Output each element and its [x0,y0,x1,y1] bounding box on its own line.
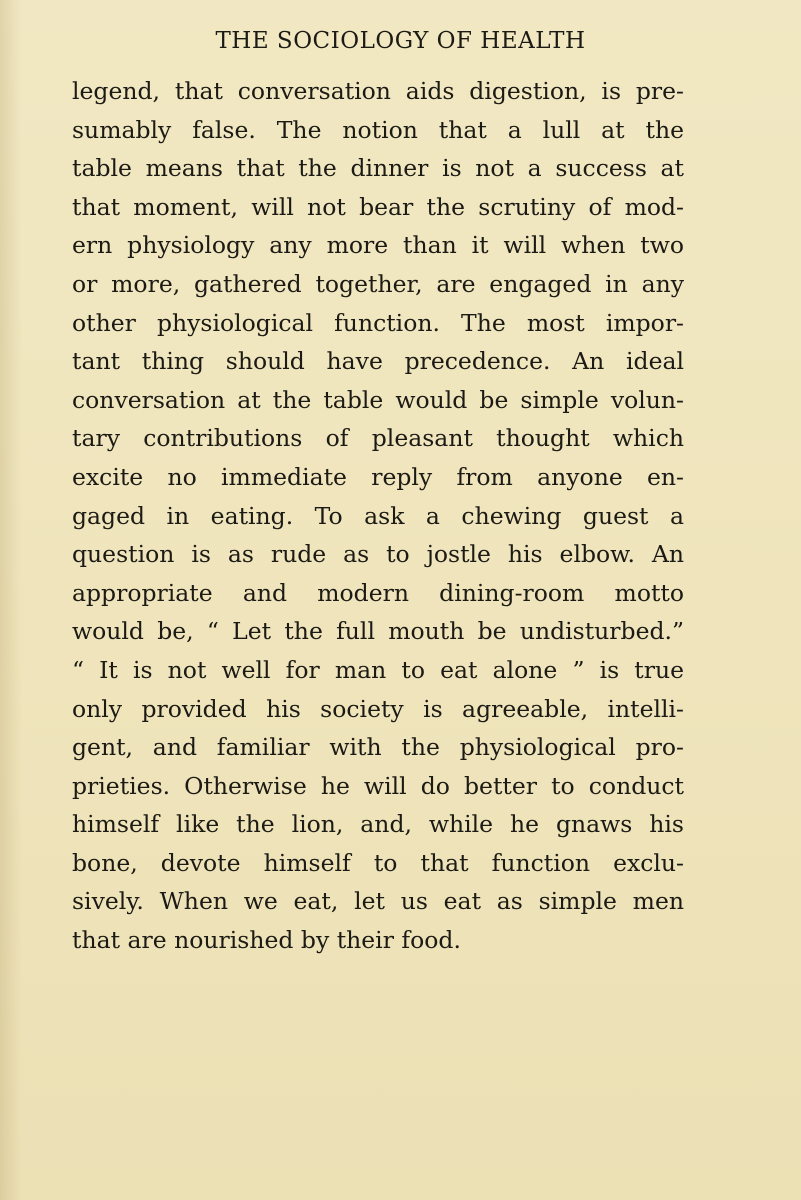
text-line-2: sumably false. The notion that a lull at the [72,115,684,144]
text-line-17: only provided his society is agreeable, intelli- [72,694,684,723]
text-line-1: legend, that conversation aids digestion, is pre- [72,77,684,105]
text-line-18: gent, and familiar with the physiological pro- [72,733,684,762]
text-line-22: sively. When we eat, let us eat as simple men [72,887,684,916]
text-line-21: bone, devote himself to that function exclu- [72,848,684,877]
text-line-4: that moment, will not bear the scrutiny of mod- [72,192,684,221]
text-line-13: question is as rude as to jostle his elbow. An [72,540,684,569]
text-line-20: himself like the lion, and, while he gnaws his [72,810,684,839]
text-line-6: or more, gathered together, are engaged in any [72,269,684,298]
text-line-16: “ It is not well for man to eat alone ” is true [72,655,684,684]
text-line-19: prieties. Otherwise he will do better to conduct [72,771,684,800]
text-line-7: other physiological function. The most impor- [72,308,684,337]
text-line-9: conversation at the table would be simple volun- [72,385,684,414]
text-line-3: table means that the dinner is not a success at [72,154,684,183]
text-line-14: appropriate and modern dining-room motto [72,578,684,607]
text-line-23: that are nourished by their food. [72,926,461,955]
text-line-5: ern physiology any more than it will when two [72,231,684,260]
text-line-11: excite no immediate reply from anyone en- [72,462,684,491]
text-line-8: tant thing should have precedence. An ideal [72,347,684,376]
running-head: THE SOCIOLOGY OF HEALTH [215,28,586,54]
text-line-15: would be, “ Let the full mouth be undisturbed.” [72,617,684,646]
text-line-10: tary contributions of pleasant thought which [72,424,684,453]
body-text [72,72,684,960]
text-line-12: gaged in eating. To ask a chewing guest a [72,501,684,530]
